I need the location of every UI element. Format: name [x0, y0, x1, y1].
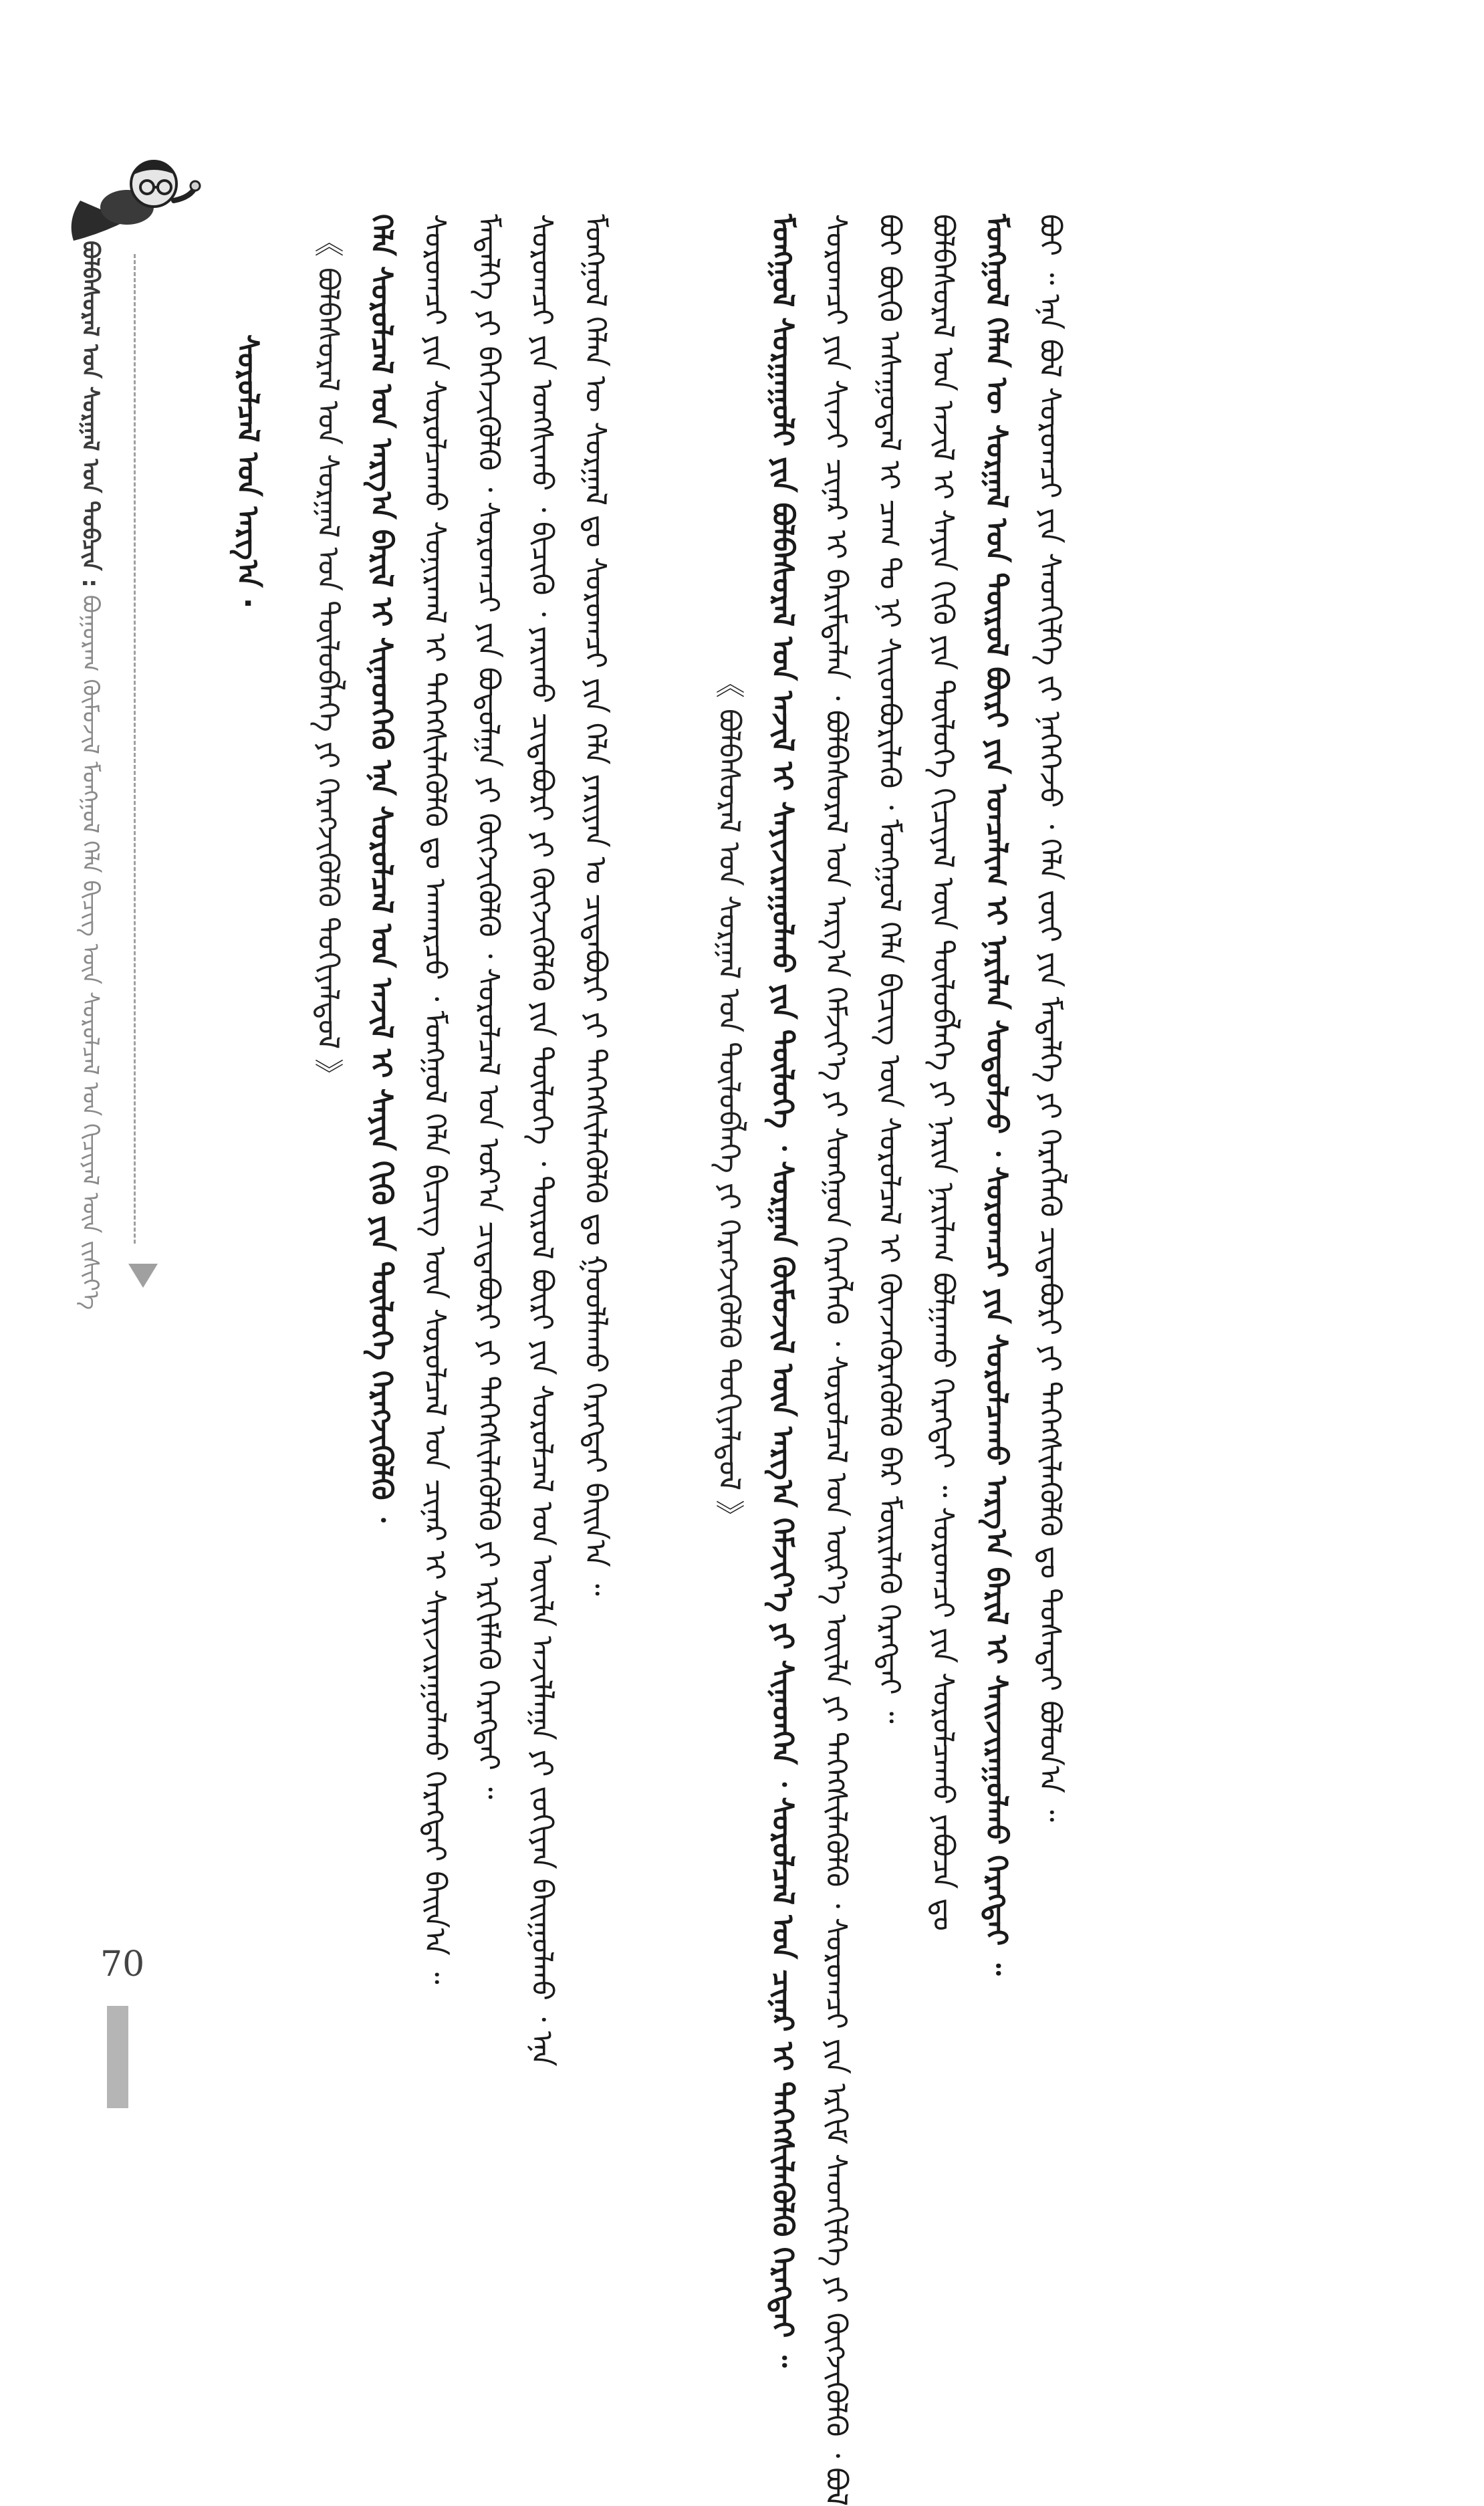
text-column-4: ᠪᠤᠢ ᠪᠦᠬᠦ ᠠᠰᠠᠭᠤᠳᠠᠯ ᠢ ᠴᠠᠭ ᠲᠤ ᠨᠢ ᠰᠢᠢᠳᠪᠦᠷᠢᠯᠡᠬᠦ ᠂ ᠮᠣᠩᠭᠣᠯ ᠬᠡᠯᠡ ᠪᠢᠴᠢᠭ ᠦᠨ ᠰᠤᠷᠤᠯᠴᠠᠯ ᠢ ᠭᠦᠨᠵᠡᠭᠦᠷᠡᠭᠦᠯᠬᠦ ᠪᠠᠷ ᠮᠥᠷᠢᠯᠡᠬᠦ ᠬᠡᠷᠡᠭᠲᠡᠢ ᠃ [872, 214, 906, 1724]
text-column-3: ᠪᠣᠯᠪᠠᠰᠤᠷᠠᠯ ᠤᠨ ᠠᠵᠢᠯ ᠢ ᠰᠠᠶᠢᠨ ᠬᠢᠬᠦ ᠶᠢᠨ ᠲᠥᠯᠦᠭᠡ ᠬᠢᠴᠢᠶᠡᠯ ᠦᠨ ᠲᠥᠯᠥᠪᠯᠡᠭᠡ ᠶᠢ ᠨᠠᠷᠢᠨ ᠨᠠᠷᠢᠯᠠᠭ ᠪᠣᠯᠭᠠᠬᠤ ᠬᠡᠷᠡᠭᠲᠡᠢ ᠃ ᠰᠤᠷᠤᠭᠴᠢ ᠶᠢᠨ ᠰᠤᠷᠤᠯᠴᠠᠬᠤ ᠶᠠᠪᠤᠴᠠ ᠳᠤ [926, 214, 960, 1931]
text-column-9: ᠰᠤᠷᠤᠭᠴᠢ ᠶᠢᠨ ᠤᠩᠰᠢᠬᠤ ᠂ ᠪᠢᠴᠢᠬᠦ ᠂ ᠶᠠᠷᠢᠬᠤ ᠴᠢᠳᠠᠪᠤᠷᠢ ᠶᠢ ᠬᠥᠭᠵᠢᠭᠦᠯᠬᠦ ᠶᠢᠨ ᠲᠥᠯᠦᠭᠡ ᠂ ᠲᠥᠷᠥᠯ ᠪᠦᠷᠢ ᠶᠢᠨ ᠰᠤᠷᠤᠯᠴᠠᠯ ᠤᠨ ᠦᠢᠯᠡ ᠠᠵᠢᠯᠯᠠᠭᠠ ᠶᠢ ᠵᠣᠬᠢᠶᠠᠨ ᠪᠠᠢᠭᠤᠯᠬᠤ ᠂ ᠡᠨᠡ [525, 214, 559, 2067]
page-edge-bar [107, 2006, 128, 2108]
text-column-1: ᠪᠤᠢ ᠃ ᠡᠨᠡ ᠪᠣᠯ ᠰᠤᠷᠤᠭᠴᠢ ᠶᠢᠨ ᠰᠡᠳᠬᠢᠯᠭᠡ ᠵᠢ ᠨᠡᠭᠡᠭᠡᠵᠦ ᠂ ᠬᠡᠯᠡ ᠵᠦᠢ ᠶᠢᠨ ᠮᠡᠳᠡᠯᠭᠡ ᠶᠢ ᠬᠡᠷᠡᠭᠯᠡᠬᠦ ᠴᠢᠳᠠᠪᠤᠷᠢ ᠶᠢ ᠳᠡᠭᠡᠭᠰᠢᠯᠡᠭᠦᠯᠬᠦ ᠳᠤ ᠲᠤᠰᠠᠲᠠᠢ ᠪᠣᠯᠤᠨ᠎ᠠ ᠃ [1033, 214, 1067, 1822]
triangle-marker-icon [128, 1264, 158, 1288]
text-column-2: ᠮᠣᠩᠭᠣᠯ ᠬᠡᠯᠡᠨ ᠦ ᠰᠤᠷᠭᠠᠯ ᠤᠨ ᠲᠥᠷᠥᠯ ᠪᠦᠷᠢ ᠶᠢᠨ ᠤᠨᠴᠠᠯᠢᠭ ᠢ ᠨᠠᠷᠢᠯᠠᠨ ᠰᠤᠳᠤᠯᠵᠤ ᠂ ᠰᠤᠷᠤᠭᠴᠢ ᠶᠢᠨ ᠰᠤᠷᠤᠯᠴᠠᠬᠤ ᠠᠷᠭ᠎ᠠ ᠪᠠᠷᠢᠯ ᠢ ᠰᠠᠢᠵᠢᠷᠠᠭᠤᠯᠬᠤ ᠬᠡᠷᠡᠭᠲᠡᠢ ᠃ [979, 214, 1013, 1976]
running-head-bold: ᠪᠣᠯᠪᠠᠰᠤᠷᠠᠯ ᠤᠨ ᠰᠤᠷᠭᠠᠯ ᠤᠨ ᠲᠣᠪᠴᠢᠨ : [77, 241, 104, 588]
text-column-12: ᠬᠡᠯᠡ ᠰᠤᠷᠤᠯᠴᠠᠯ ᠤᠨ ᠠᠷᠭ᠎ᠠ ᠪᠠᠷᠢᠯ ᠢ ᠰᠢᠨᠡᠳᠬᠡᠬᠦ ᠡᠨᠡ ᠰᠤᠷᠤᠯᠴᠠᠯ ᠤᠨ ᠠᠵᠢᠯ ᠢ ᠰᠠᠶᠢᠨ ᠬᠢᠬᠦ ᠶᠢᠨ ᠲᠥᠯᠦᠭᠡ ᠬᠡᠷᠡᠭᠵᠢᠭᠦᠯᠬᠦ ᠂ [364, 214, 398, 1522]
text-column-13-quote: 《 ᠪᠣᠯᠪᠠᠰᠤᠷᠠᠯ ᠤᠨ ᠰᠤᠷᠭᠠᠯ ᠤᠨ ᠲᠥᠯᠥᠪᠯᠡᠭᠡ ᠶᠢ ᠬᠡᠷᠡᠭᠵᠢᠭᠦᠯᠬᠦ ᠲᠣᠬᠢᠶᠠᠯᠳᠤᠯ 》 [311, 227, 345, 1089]
flying-boy-mascot-icon [53, 120, 201, 254]
text-column-11: ᠰᠤᠷᠤᠭᠴᠢ ᠶᠢᠨ ᠰᠤᠷᠤᠯᠴᠠᠬᠤ ᠰᠣᠨᠢᠷᠬᠠᠯ ᠢ ᠳᠡᠭᠡᠭᠰᠢᠯᠡᠭᠦᠯᠬᠦ ᠳᠤ ᠠᠨᠬᠠᠷᠴᠤ ᠂ ᠮᠣᠩᠭᠣᠯ ᠬᠡᠯᠡ ᠪᠢᠴᠢᠭ ᠦᠨ ᠰᠤᠷᠤᠯᠴᠠᠯ ᠤᠨ ᠴᠢᠨᠠᠷ ᠢ ᠰᠠᠶᠢᠵᠢᠷᠠᠭᠤᠯᠬᠤ ᠬᠡᠷᠡᠭᠲᠡᠢ ᠪᠠᠢᠨ᠎ᠠ ᠃ [418, 214, 452, 1984]
text-column-7-quote: 《 ᠪᠣᠯᠪᠠᠰᠤᠷᠠᠯ ᠤᠨ ᠰᠤᠷᠭᠠᠯ ᠤᠨ ᠲᠥᠯᠥᠪᠯᠡᠭᠡ ᠶᠢ ᠬᠡᠷᠡᠭᠵᠢᠭᠦᠯᠬᠦ ᠲᠣᠬᠢᠶᠠᠯᠳᠤᠯ 》 [712, 669, 746, 1530]
text-column-8: ᠮᠣᠩᠭᠣᠯ ᠬᠡᠯᠡᠨ ᠦ ᠰᠤᠷᠭᠠᠯ ᠳᠤ ᠰᠤᠷᠤᠭᠴᠢ ᠶᠢᠨ ᠬᠡᠯᠡ ᠶᠠᠷᠢᠶᠠᠨ ᠤ ᠴᠢᠳᠠᠪᠤᠷᠢ ᠶᠢ ᠳᠡᠭᠡᠭᠰᠢᠯᠡᠭᠦᠯᠬᠦ ᠳᠤ ᠭᠣᠣᠯᠯᠠᠬᠤ ᠬᠡᠷᠡᠭᠲᠡᠢ ᠪᠠᠢᠨ᠎ᠠ ᠃ [578, 214, 612, 1596]
text-column-10: ᠮᠡᠳᠡᠯᠭᠡ ᠶᠢ ᠪᠡᠬᠡᠵᠢᠭᠦᠯᠬᠦ ᠂ ᠰᠤᠷᠤᠭᠴᠢ ᠶᠢᠨ ᠪᠣᠳᠣᠯᠭᠠ ᠶᠢ ᠬᠥᠭᠵᠢᠭᠦᠯᠬᠦ ᠂ ᠰᠤᠷᠤᠯᠴᠠᠯ ᠤᠨ ᠤᠷ᠎ᠠ ᠴᠢᠳᠠᠪᠤᠷᠢ ᠶᠢ ᠳᠡᠭᠡᠭᠰᠢᠯᠡᠭᠦᠯᠬᠦ ᠶᠢ ᠡᠷᠬᠢᠮᠯᠡᠬᠦ ᠬᠡᠷᠡᠭᠲᠡᠢ ᠃ [471, 214, 505, 1799]
section-heading: ᠰᠤᠷᠤᠯᠴᠠᠯ ᠤᠨ ᠠᠷᠭ᠎ᠠ · [231, 334, 265, 609]
running-head [74, 241, 107, 1311]
text-column-5: ᠰᠤᠷᠤᠭᠴᠢ ᠶᠢᠨ ᠰᠢᠨᠵᠢ ᠴᠢᠨᠠᠷ ᠢ ᠪᠠᠷᠢᠮᠲᠠᠯᠠᠨ ᠂ ᠪᠣᠯᠪᠠᠰᠤᠷᠠᠯ ᠤᠨ ᠠᠷᠭ᠎ᠠ ᠬᠡᠮᠵᠢᠶ᠎ᠡ ᠶᠢ ᠰᠣᠩᠭᠣᠨ ᠬᠡᠷᠡᠭᠯᠡᠬᠦ ᠂ ᠰᠤᠷᠤᠯᠴᠠᠯ ᠤᠨ ᠦᠷ᠎ᠡ ᠦᠢᠯᠡ ᠶᠢ ᠳᠡᠭᠡᠭᠰᠢᠯᠡᠭᠦᠯᠬᠦ ᠂ ᠰᠤᠷᠤᠭᠴᠢ ᠶᠢᠨ ᠡᠷᠬᠢᠮ ᠰᠡᠳᠬᠢᠯᠭᠡ ᠶᠢ ᠬᠥᠭᠵᠢᠭᠦᠯᠬᠦ ᠂ ᠪᠣᠯ [819, 214, 853, 2506]
running-head-light: ᠪᠣᠭᠣᠷᠠᠭ ᠬᠦᠮᠦᠵᠢᠯ ᠮᠣᠩᠭᠣᠯ ᠬᠡᠯᠡ ᠪᠢᠴᠢᠭ ᠦᠨ ᠰᠤᠷᠤᠯᠴᠠᠯ ᠤᠨ ᠬᠢᠴᠢᠶᠡᠯ ᠦᠨ ᠵᠢᠱᠢᠶ᠎ᠡ [77, 594, 104, 1311]
text-column-6: ᠮᠣᠩᠭᠣᠯ ᠰᠤᠷᠭᠠᠭᠤᠯᠢ ᠶᠢᠨ ᠪᠣᠯᠪᠠᠰᠤᠷᠠᠯ ᠤᠨ ᠠᠵᠢᠯ ᠢ ᠰᠠᠶᠢᠵᠢᠷᠠᠭᠤᠯᠬᠤ ᠶᠢᠨ ᠲᠥᠯᠦᠭᠡ ᠂ ᠰᠤᠷᠭᠠᠨ ᠬᠦᠮᠦᠵᠢᠯ ᠦᠨ ᠠᠷᠭ᠎ᠠ ᠬᠡᠮᠵᠢᠶ᠎ᠡ ᠶᠢ ᠰᠢᠨᠡᠳᠬᠡᠨ ᠂ ᠰᠤᠷᠤᠯᠴᠠᠯ ᠤᠨ ᠴᠢᠨᠠᠷ ᠢ ᠳᠡᠭᠡᠭᠰᠢᠯᠡᠭᠦᠯᠬᠦ ᠬᠡᠷᠡᠭᠲᠡᠢ ᠃ [765, 214, 799, 2368]
dashed-divider [134, 254, 136, 1244]
page-number: 70 [100, 1944, 145, 1984]
